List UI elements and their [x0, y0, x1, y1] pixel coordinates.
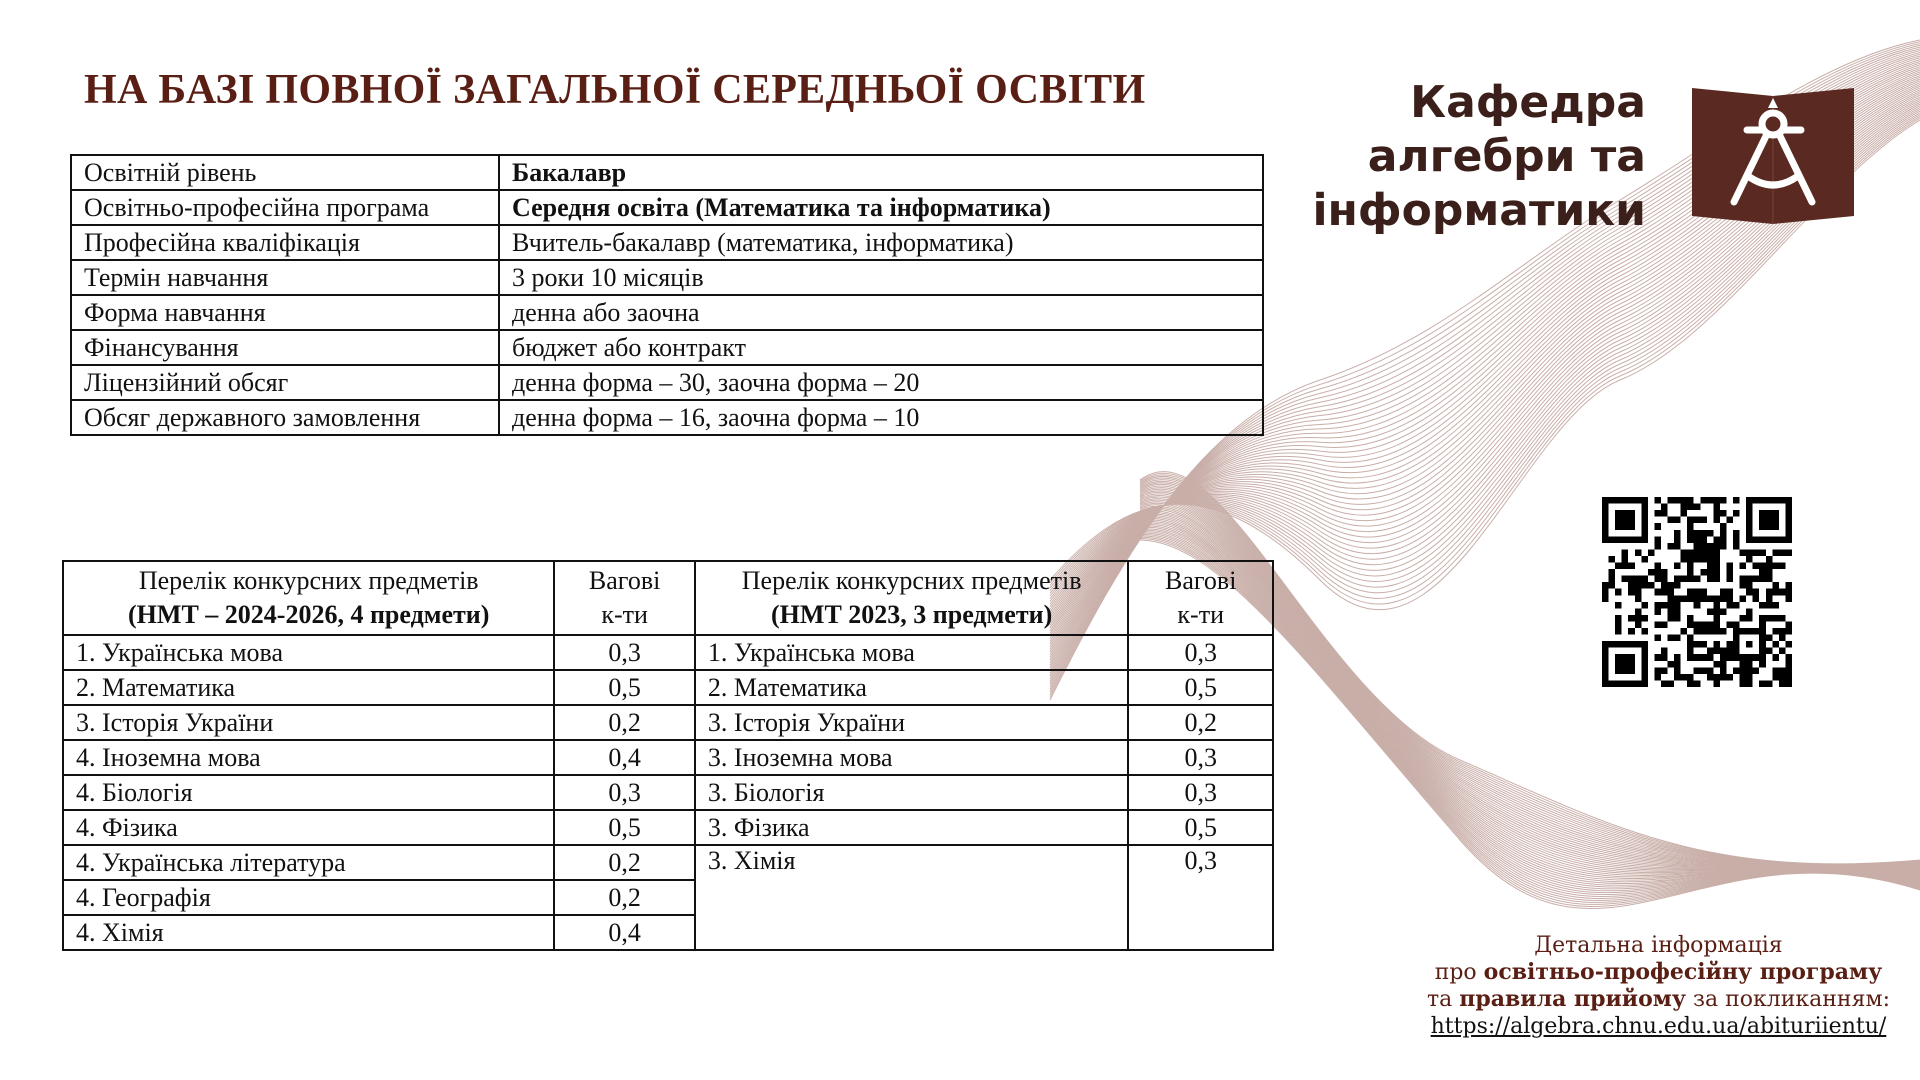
department-name-line: Кафедра [1410, 77, 1646, 128]
info-line: Детальна інформація [1534, 933, 1783, 958]
header-text: к-ти [1177, 600, 1224, 629]
competitive-subjects-table [62, 560, 1274, 951]
subject-2024: 2. Математика [63, 670, 554, 705]
program-table-row [71, 155, 1263, 190]
weight-2024: 0,4 [554, 915, 694, 950]
program-table-row [71, 330, 1263, 365]
info-bold-text: освітньо-професійну програму [1483, 959, 1883, 985]
weight-2024: 0,4 [554, 740, 694, 775]
subject-2023: 3. Біологія [695, 775, 1129, 810]
program-label: Освітньо-професійна програма [71, 190, 499, 225]
header-text: Вагові [1165, 566, 1237, 595]
info-line [1427, 959, 1890, 986]
program-value: денна форма – 16, заочна форма – 10 [499, 400, 1263, 435]
subject-2023: 2. Математика [695, 670, 1129, 705]
program-table-row [71, 190, 1263, 225]
subject-2024: 4. Хімія [63, 915, 554, 950]
subject-2024: 1. Українська мова [63, 635, 554, 670]
subject-2023: 3. Фізика [695, 810, 1129, 845]
info-line [1427, 986, 1890, 1013]
program-label: Обсяг державного замовлення [71, 400, 499, 435]
program-table-row [71, 365, 1263, 400]
weight-2024: 0,2 [554, 880, 694, 915]
subjects-table-row [63, 670, 1273, 705]
header-weights-2024 [554, 561, 694, 635]
subjects-table-row [63, 705, 1273, 740]
department-name-line: інформатики [1312, 185, 1646, 236]
header-text: Перелік конкурсних предметів [138, 566, 479, 595]
info-text: за покликанням: [1686, 987, 1890, 1012]
weight-2023: 0,2 [1128, 705, 1273, 740]
weight-2024: 0,5 [554, 670, 694, 705]
header-text: (НМТ 2023, 3 предмети) [771, 600, 1053, 629]
compass-book-icon [1684, 84, 1862, 226]
subject-2024: 3. Історія України [63, 705, 554, 740]
subject-2023: 3. Іноземна мова [695, 740, 1129, 775]
info-text: та [1426, 987, 1460, 1012]
subject-2023: 3. Хімія [695, 845, 1129, 950]
weight-2023: 0,3 [1128, 845, 1273, 950]
subject-2024: 4. Іноземна мова [63, 740, 554, 775]
weight-2023: 0,3 [1128, 635, 1273, 670]
subject-2024: 4. Українська література [63, 845, 554, 880]
weight-2023: 0,3 [1128, 740, 1273, 775]
weight-2024: 0,2 [554, 845, 694, 880]
subjects-table-row [63, 810, 1273, 845]
admission-link[interactable]: https://algebra.chnu.edu.ua/abituriientu/ [1430, 1014, 1887, 1039]
admission-info [1427, 932, 1890, 1040]
subjects-table-row [63, 775, 1273, 810]
header-text: к-ти [601, 600, 648, 629]
qr-code-icon [1602, 497, 1792, 687]
program-label: Професійна кваліфікація [71, 225, 499, 260]
department-name [1312, 76, 1646, 238]
subject-2024: 4. Фізика [63, 810, 554, 845]
department-name-line: алгебри та [1367, 131, 1646, 182]
info-bold-text: правила прийому [1459, 986, 1686, 1012]
program-value: бюджет або контракт [499, 330, 1263, 365]
subjects-table-row [63, 635, 1273, 670]
subject-2023: 1. Українська мова [695, 635, 1129, 670]
subject-2023: 3. Історія України [695, 705, 1129, 740]
weight-2023: 0,3 [1128, 775, 1273, 810]
weight-2024: 0,2 [554, 705, 694, 740]
header-text: Вагові [588, 566, 661, 595]
program-label: Ліцензійний обсяг [71, 365, 499, 400]
info-text: про [1434, 960, 1484, 985]
subjects-table-row [63, 740, 1273, 775]
program-value: Середня освіта (Математика та інформатика) [499, 190, 1263, 225]
weight-2024: 0,5 [554, 810, 694, 845]
page-title: НА БАЗІ ПОВНОЇ ЗАГАЛЬНОЇ СЕРЕДНЬОЇ ОСВІТИ [84, 67, 1146, 113]
program-label: Освітній рівень [71, 155, 499, 190]
program-info-table [70, 154, 1264, 436]
weight-2024: 0,3 [554, 635, 694, 670]
weight-2023: 0,5 [1128, 810, 1273, 845]
header-weights-2023 [1128, 561, 1273, 635]
header-subjects-2023 [695, 561, 1129, 635]
subject-2024: 4. Біологія [63, 775, 554, 810]
program-table-row [71, 295, 1263, 330]
program-value: Бакалавр [499, 155, 1263, 190]
weight-2023: 0,5 [1128, 670, 1273, 705]
header-text: (НМТ – 2024-2026, 4 предмети) [128, 600, 490, 629]
program-table-row [71, 225, 1263, 260]
weight-2024: 0,3 [554, 775, 694, 810]
program-label: Форма навчання [71, 295, 499, 330]
info-line [1427, 1013, 1890, 1040]
program-label: Термін навчання [71, 260, 499, 295]
header-subjects-2024 [63, 561, 554, 635]
program-label: Фінансування [71, 330, 499, 365]
subjects-table-row [63, 845, 1273, 880]
program-table-row [71, 400, 1263, 435]
header-text: Перелік конкурсних предметів [741, 566, 1082, 595]
program-value: 3 роки 10 місяців [499, 260, 1263, 295]
program-value: денна або заочна [499, 295, 1263, 330]
program-value: денна форма – 30, заочна форма – 20 [499, 365, 1263, 400]
subject-2024: 4. Географія [63, 880, 554, 915]
program-table-row [71, 260, 1263, 295]
subjects-table-header [63, 561, 1273, 635]
program-value: Вчитель-бакалавр (математика, інформатика) [499, 225, 1263, 260]
